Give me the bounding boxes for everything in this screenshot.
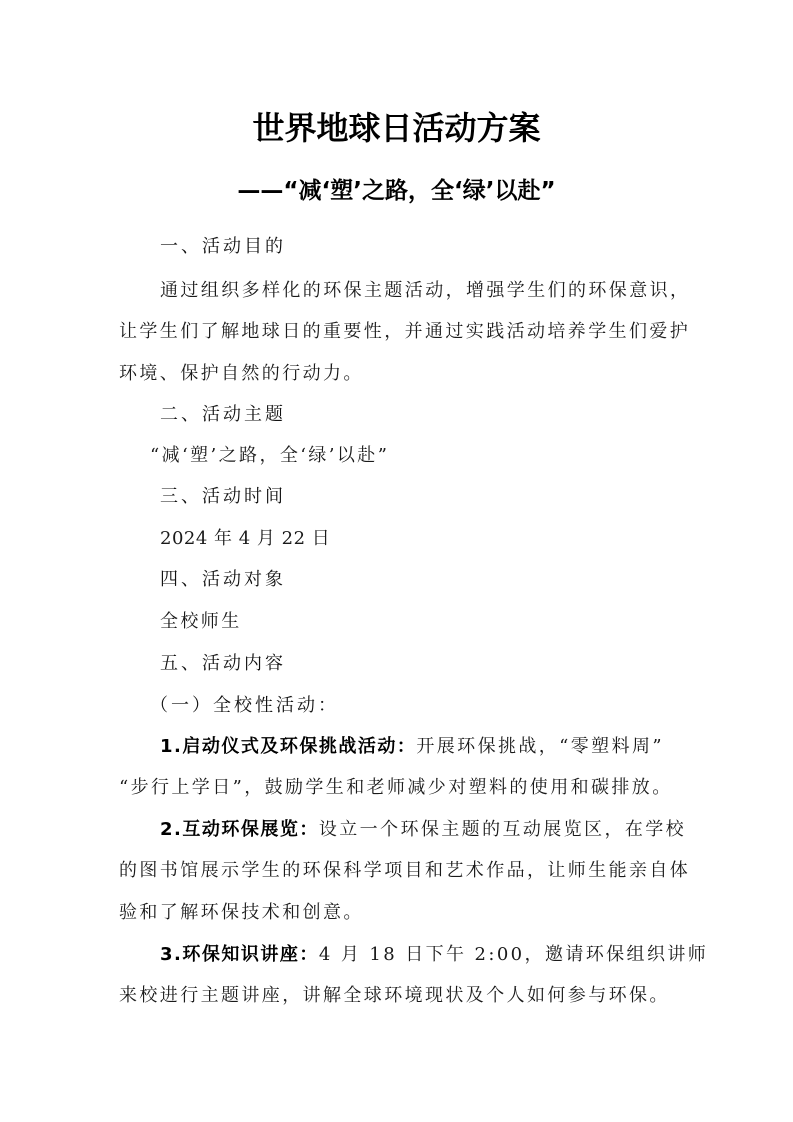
item-text: 设立一个环保主题的互动展览区，在学校 — [318, 819, 687, 840]
subsection-heading-schoolwide: （一）全校性活动： — [150, 695, 339, 716]
item-label: 3.环保知识讲座： — [160, 944, 319, 965]
paragraph-line: “步行上学日”，鼓励学生和老师减少对塑料的使用和碳排放。 — [119, 777, 673, 798]
section-heading-purpose: 一、活动目的 — [160, 236, 286, 257]
audience-text: 全校师生 — [160, 611, 242, 632]
section-heading-time: 三、活动时间 — [160, 486, 286, 507]
paragraph-line: 验和了解环保技术和创意。 — [119, 902, 364, 923]
section-heading-theme: 二、活动主题 — [160, 404, 286, 425]
content-item-3 — [160, 940, 720, 970]
item-text: 4 月 18 日下午 2:00，邀请环保组织讲师 — [318, 944, 709, 965]
item-label: 1.启动仪式及环保挑战活动： — [160, 736, 417, 757]
paragraph-line: 环境、保护自然的行动力。 — [119, 363, 364, 384]
section-heading-content: 五、活动内容 — [160, 653, 286, 674]
item-text: 开展环保挑战，“零塑料周” — [416, 736, 664, 757]
content-item-1 — [160, 732, 720, 762]
document-subtitle: ——“减‘塑’之路，全‘绿’以赴” — [237, 178, 556, 204]
paragraph-line: 让学生们了解地球日的重要性，并通过实践活动培养学生们爱护 — [119, 321, 691, 342]
item-label: 2.互动环保展览： — [160, 819, 319, 840]
event-date: 2024 年 4 月 22 日 — [160, 528, 331, 549]
section-heading-audience: 四、活动对象 — [160, 569, 286, 590]
content-item-2 — [160, 815, 720, 845]
theme-text: “减‘塑’之路，全‘绿’以赴” — [150, 445, 390, 466]
paragraph-line: 来校进行主题讲座，讲解全球环境现状及个人如何参与环保。 — [119, 985, 670, 1006]
document-title: 世界地球日活动方案 — [252, 109, 541, 147]
paragraph-line: 通过组织多样化的环保主题活动，增强学生们的环保意识， — [160, 280, 691, 301]
paragraph-line: 的图书馆展示学生的环保科学项目和艺术作品，让师生能亲自体 — [119, 860, 691, 881]
